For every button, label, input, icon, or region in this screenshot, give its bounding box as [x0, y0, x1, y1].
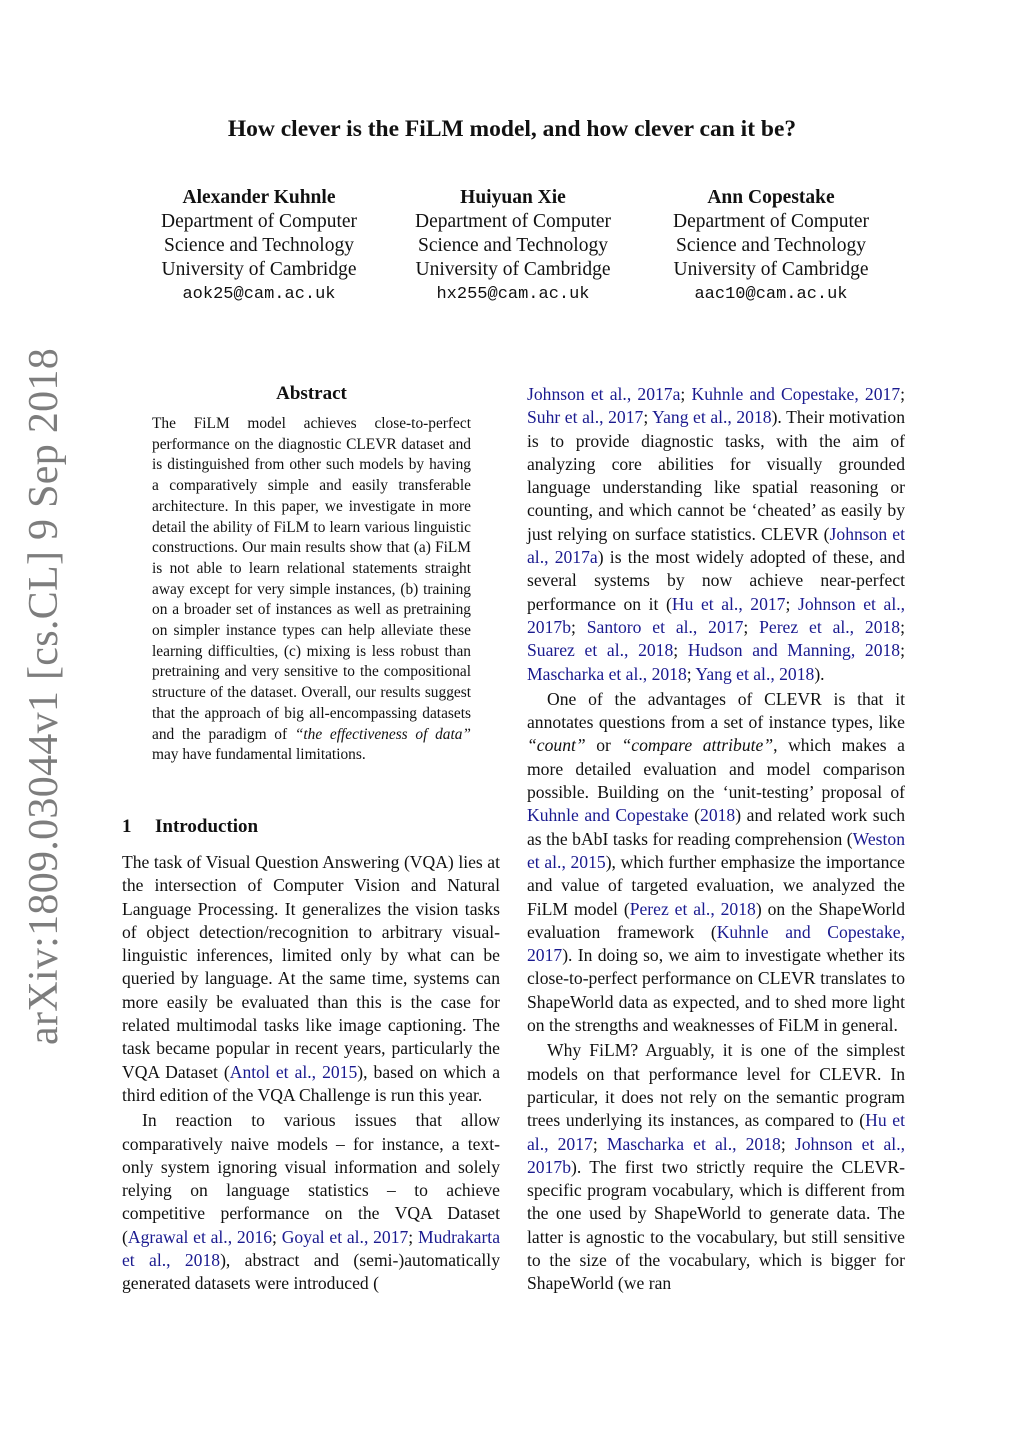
- citation-link[interactable]: Hu et al., 2017: [671, 593, 786, 614]
- section-number: 1: [122, 816, 132, 837]
- citation-link[interactable]: Hudson and Manning, 2018: [687, 640, 901, 661]
- citation-link[interactable]: 2018: [700, 805, 736, 826]
- author-department: Department of Computer: [672, 211, 870, 232]
- author-email[interactable]: hx255@cam.ac.uk: [436, 285, 590, 304]
- citation-link[interactable]: Suarez et al., 2018: [527, 640, 674, 661]
- paragraph: In reaction to various issues that allow comparatively naive models – for instance, a text-only system ignoring visual information and solely relying on language statistics – to achieve competitive performance on the VQA Dataset (Agrawal et al., 2016; Goyal et al., 2017; Mudrakarta et al., 2018), abstract and (semi-)automatically generated datasets were introduced (: [122, 1110, 501, 1294]
- author-email[interactable]: aok25@cam.ac.uk: [182, 285, 336, 304]
- citation-link[interactable]: Mudrakarta et al., 2018: [122, 1226, 501, 1271]
- citation-link[interactable]: Weston et al., 2015: [527, 828, 905, 872]
- citation-link[interactable]: Yang et al., 2018: [695, 663, 815, 684]
- citation-link[interactable]: Kuhnle and Copestake, 2017: [691, 384, 901, 404]
- citation-link[interactable]: Johnson et al., 2017b: [527, 1133, 905, 1177]
- citation-link[interactable]: Antol et al., 2015: [229, 1061, 358, 1082]
- abstract-heading: Abstract: [276, 383, 347, 404]
- arxiv-identifier: arXiv:1809.03044v1 [cs.CL] 9 Sep 2018: [21, 347, 67, 1045]
- citation-link[interactable]: Hu et al., 2017: [527, 1110, 905, 1154]
- author-department: Science and Technology: [676, 235, 866, 256]
- citation-link[interactable]: Agrawal et al., 2016: [127, 1226, 273, 1247]
- citation-link[interactable]: Mascharka et al., 2018: [606, 1133, 781, 1154]
- citation-link[interactable]: Kuhnle and Copestake: [527, 805, 689, 826]
- author-email[interactable]: aac10@cam.ac.uk: [694, 285, 848, 304]
- paragraph: The task of Visual Question Answering (VQA) lies at the intersection of Computer Vision and Natural Language Processing. It generalizes the vision tasks of object detection/recognition to arbitrary visual-linguistic inferences, limited only by what can be queried by language. At the same time, systems can more easily be evaluated than this is the case for related multimodal tasks like image captioning. The task became popular in recent years, particularly the VQA Dataset (Antol et al., 2015), based on which a third edition of the VQA Challenge is run this year.: [122, 852, 501, 1105]
- paragraph: One of the advantages of CLEVR is that it annotates questions from a set of instance types, like “count” or “compare attribute”, which makes a more detailed evaluation and model comparison possible. Building on the ‘unit-testing’ proposal of Kuhnle and Copestake (2018) and related work such as the bAbI tasks for reading comprehension (Weston et al., 2015), which further emphasize the importance and value of targeted evaluation, we analyzed the FiLM model (Perez et al., 2018) on the ShapeWorld evaluation framework (Kuhnle and Copestake, 2017). In doing so, we aim to investigate whether its close-to-perfect performance on CLEVR translates to ShapeWorld data as expected, and to shed more light on the strengths and weaknesses of FiLM in general.: [527, 688, 905, 1036]
- author-department: Science and Technology: [418, 235, 608, 256]
- right-column: [527, 383, 905, 1296]
- paragraph: Why FiLM? Arguably, it is one of the simplest models on that performance level for CLEVR. In particular, it does not rely on the semantic program trees underlying its instances, as compared to (Hu et al., 2017; Mascharka et al., 2018; Johnson et al., 2017b). The first two strictly require the CLEVR-specific program vocabulary, which is different from the one used by ShapeWorld to generate data. The latter is agnostic to the vocabulary, but still sensitive to the size of the vocabulary, which is bigger for ShapeWorld (we ran: [527, 1040, 905, 1294]
- citation-link[interactable]: Mascharka et al., 2018: [527, 663, 687, 684]
- citation-link[interactable]: Johnson et al., 2017b: [527, 593, 905, 637]
- paper-title: How clever is the FiLM model, and how clever can it be?: [227, 116, 797, 142]
- paragraph: Johnson et al., 2017a; Kuhnle and Copestake, 2017; Suhr et al., 2017; Yang et al., 2018). Their motivation is to provide diagnostic tasks, with the aim of analyzing core abilities for visually grounded language understanding like spatial reasoning or counting, and which cannot be ‘cheated’ as easily by just relying on surface statistics. CLEVR (Johnson et al., 2017a) is the most widely adopted of these, and several systems by now achieve near-perfect performance on it (Hu et al., 2017; Johnson et al., 2017b; Santoro et al., 2017; Perez et al., 2018; Suarez et al., 2018; Hudson and Manning, 2018; Mascharka et al., 2018; Yang et al., 2018).: [527, 384, 906, 684]
- author-block: [129, 186, 389, 307]
- abstract-text: The FiLM model achieves close-to-perfect performance on the diagnostic CLEVR dataset and is distinguished from other such models by having a comparatively simple and easily transferable architecture. In this paper, we investigate in more detail the ability of FiLM to learn various linguistic constructions. Our main results show that (a) FiLM is not able to learn relational statements straight away except for very simple instances, (b) training on a broader set of instances as well as pretraining on simpler instance types can help alleviate these learning difficulties, (c) mixing is less robust than pretraining and very sensitive to the compositional structure of the dataset. Overall, our results suggest that the approach of big all-encompassing datasets and the paradigm of “the effectiveness of data” may have fundamental limitations.: [152, 415, 471, 764]
- author-department: Department of Computer: [160, 211, 358, 232]
- author-name: Ann Copestake: [707, 187, 835, 208]
- author-block: [641, 186, 901, 307]
- author-name: Huiyuan Xie: [460, 187, 566, 208]
- citation-link[interactable]: Suhr et al., 2017: [527, 407, 644, 428]
- section-heading: [122, 816, 258, 838]
- author-affiliation: University of Cambridge: [415, 259, 611, 280]
- author-name: Alexander Kuhnle: [182, 187, 336, 208]
- author-affiliation: University of Cambridge: [673, 259, 869, 280]
- author-department: Science and Technology: [164, 235, 354, 256]
- citation-link[interactable]: Perez et al., 2018: [759, 616, 901, 637]
- citation-link[interactable]: Johnson et al., 2017a: [527, 384, 681, 404]
- citation-link[interactable]: Goyal et al., 2017: [281, 1226, 409, 1247]
- citation-link[interactable]: Perez et al., 2018: [629, 898, 756, 919]
- citation-link[interactable]: Johnson et al., 2017a: [527, 523, 905, 568]
- author-affiliation: University of Cambridge: [161, 259, 357, 280]
- citation-link[interactable]: Santoro et al., 2017: [586, 616, 744, 637]
- author-department: Department of Computer: [414, 211, 612, 232]
- author-block: [383, 186, 643, 307]
- citation-link[interactable]: Yang et al., 2018: [652, 407, 772, 428]
- section-title: Introduction: [155, 816, 259, 837]
- left-column: [122, 851, 500, 1296]
- citation-link[interactable]: Kuhnle and Copestake, 2017: [527, 921, 905, 966]
